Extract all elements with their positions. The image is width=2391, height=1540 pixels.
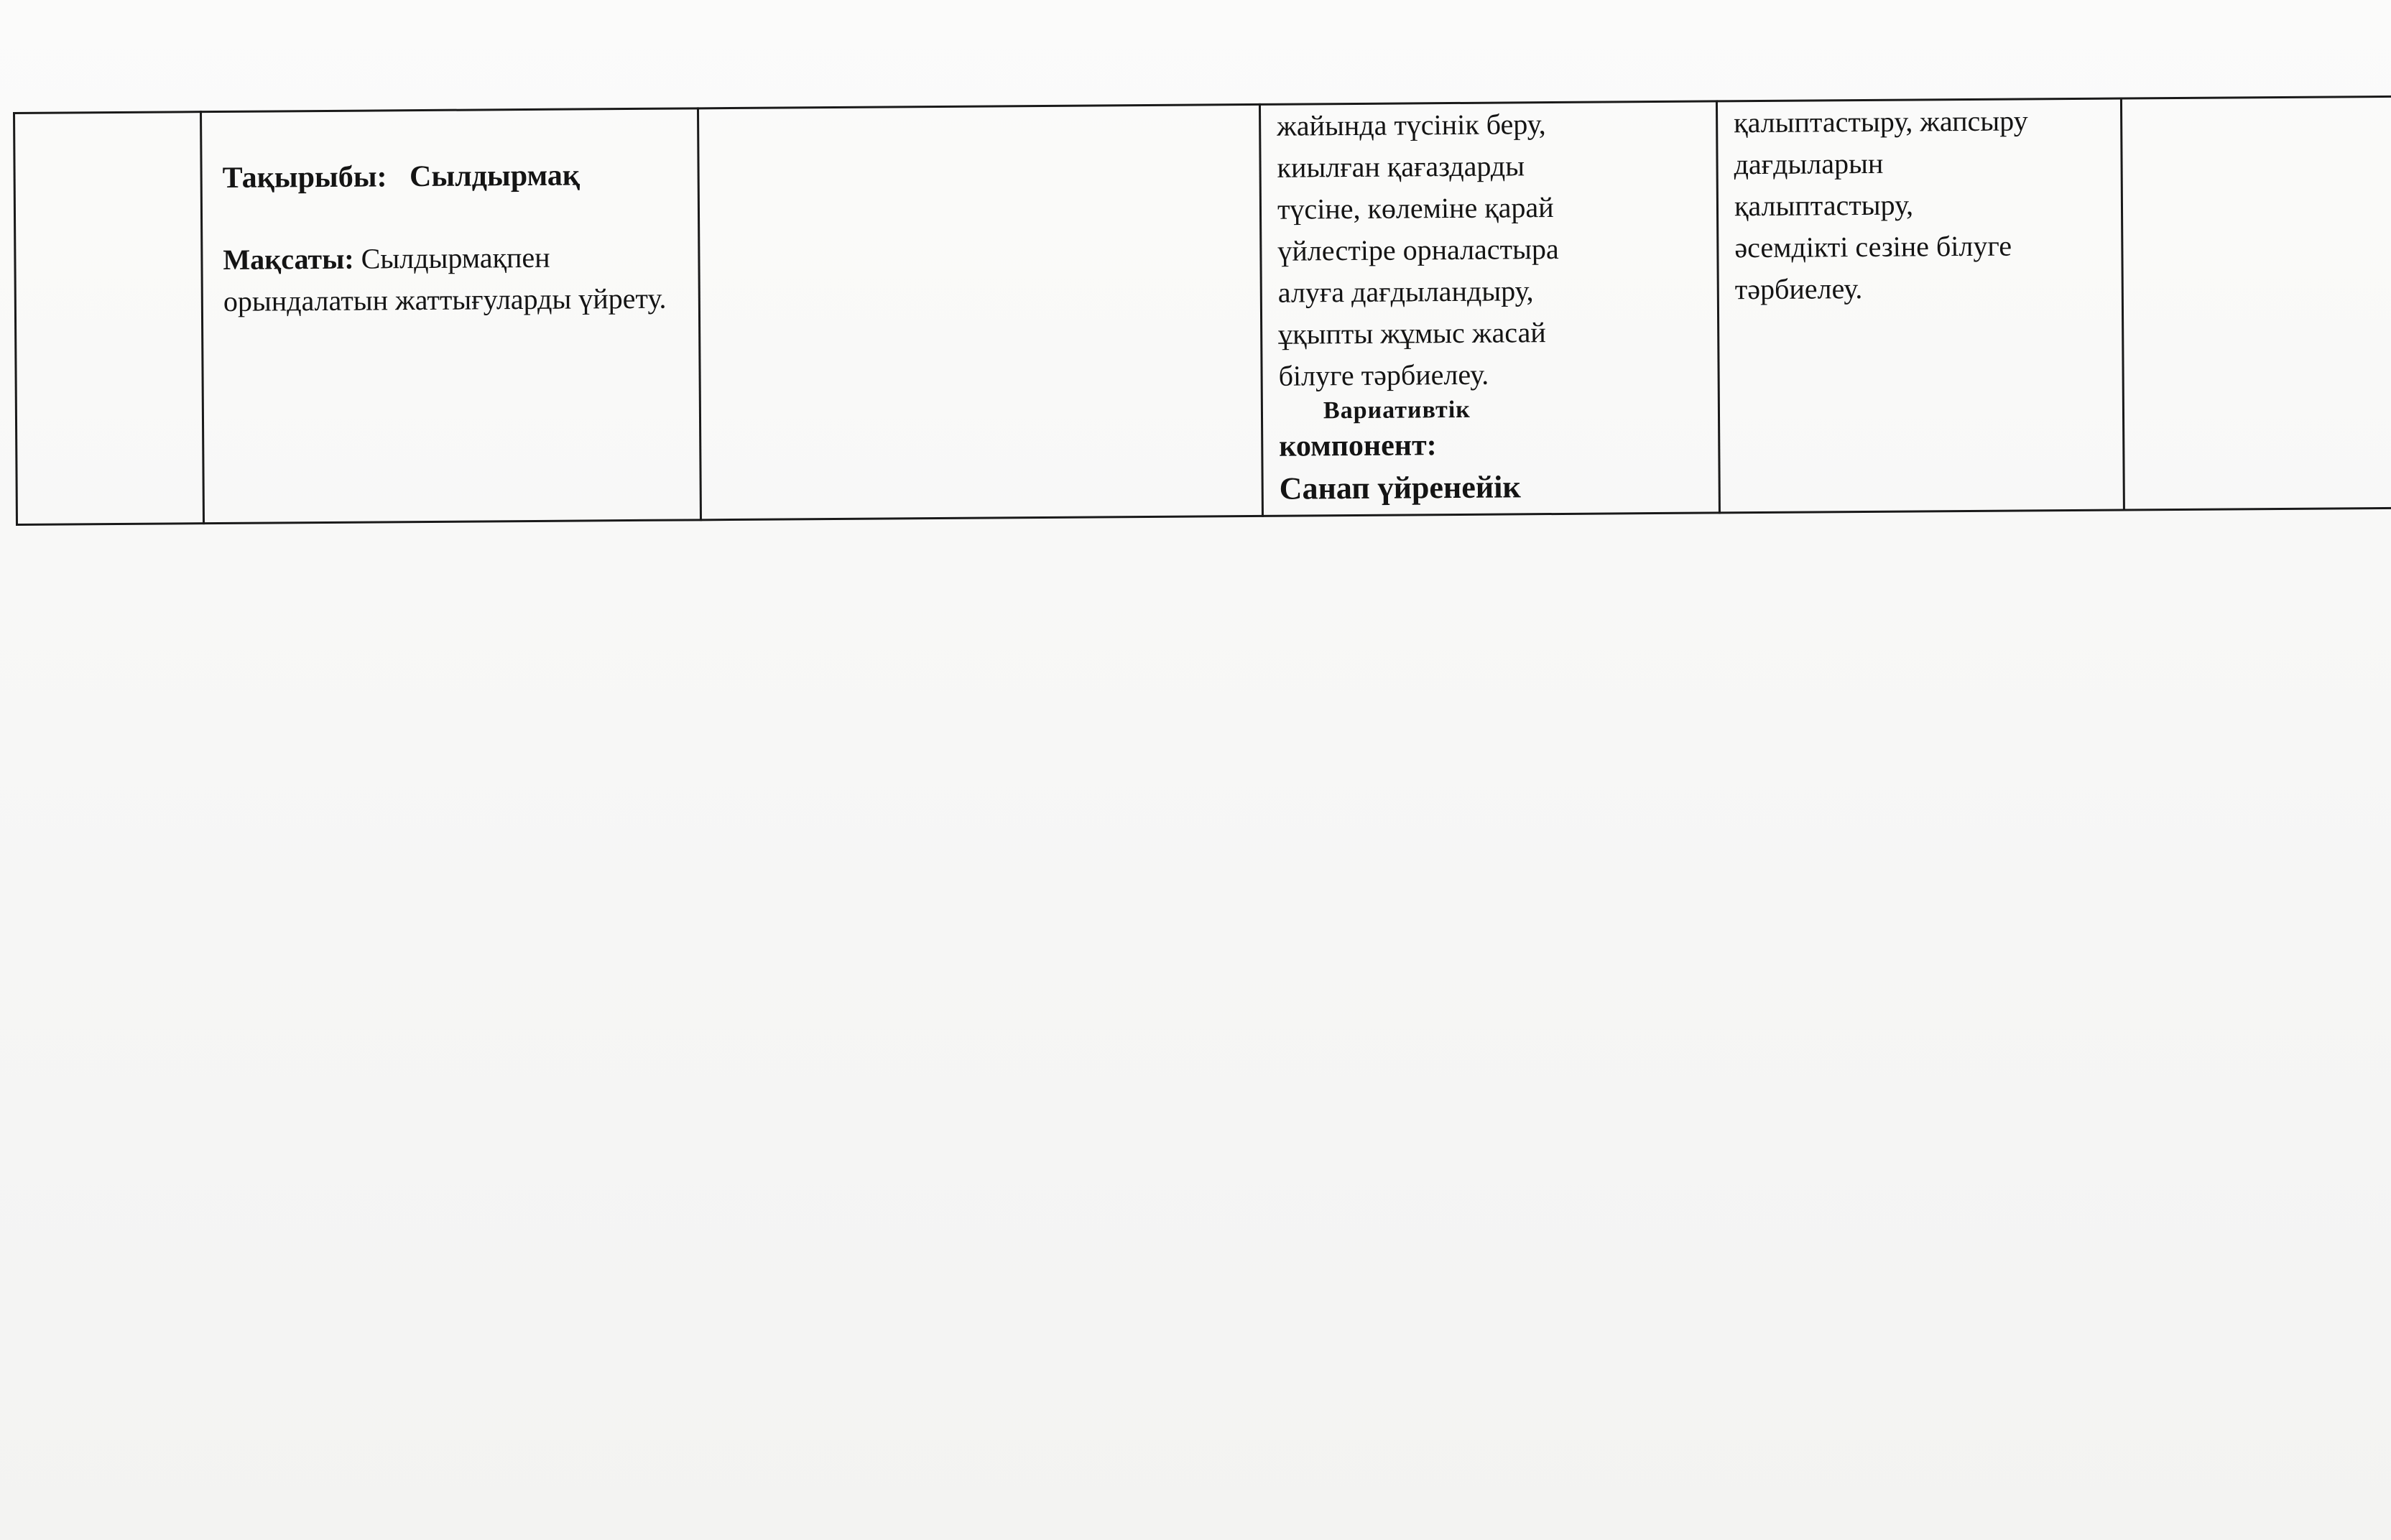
variative-component-label: компонент:: [1279, 429, 1437, 463]
skills-line: тәрбиелеу.: [1734, 272, 1863, 306]
description-line: киылған қағаздарды: [1277, 149, 1525, 184]
goal-label: Мақсаты:: [223, 242, 354, 276]
description-line: білуге тәрбиелеу.: [1278, 358, 1489, 392]
skills-line: дағдыларын: [1734, 147, 1884, 181]
goal-paragraph: [223, 236, 678, 323]
table-cell-description: [1259, 101, 1719, 516]
topic-label: Тақырыбы:: [222, 160, 387, 195]
goal-text: Сылдырмақпен орындалатын жаттығуларды үйрету.: [223, 241, 667, 317]
description-line: үйлестіре орналастыра: [1277, 232, 1559, 267]
table-row: [14, 96, 2391, 524]
table-cell-topic: [201, 108, 701, 524]
skills-line: қалыптастыру, жапсыру: [1734, 104, 2028, 139]
description-line: ұқыпты жұмыс жасай: [1278, 316, 1546, 351]
skills-line: қалыптастыру,: [1734, 188, 1914, 223]
description-line: алуға дағдыландыру,: [1277, 274, 1534, 309]
topic-line: [222, 154, 677, 199]
table-cell-empty-1: [14, 112, 204, 525]
variative-heading: Вариативтік: [1323, 396, 1471, 425]
table-cell-empty-6: [2121, 96, 2391, 510]
topic-value: Сылдырмақ: [409, 159, 581, 194]
table-cell-empty-3: [698, 104, 1262, 519]
variative-component-title: Санап үйренейік: [1279, 469, 1521, 506]
table-cell-skills: [1716, 98, 2124, 513]
skills-line: әсемдікті сезіне білуге: [1734, 229, 2012, 264]
lesson-plan-table: [13, 96, 2391, 526]
description-line: жайында түсінік беру,: [1277, 108, 1546, 142]
description-line: түсіне, көлеміне қарай: [1277, 191, 1554, 226]
